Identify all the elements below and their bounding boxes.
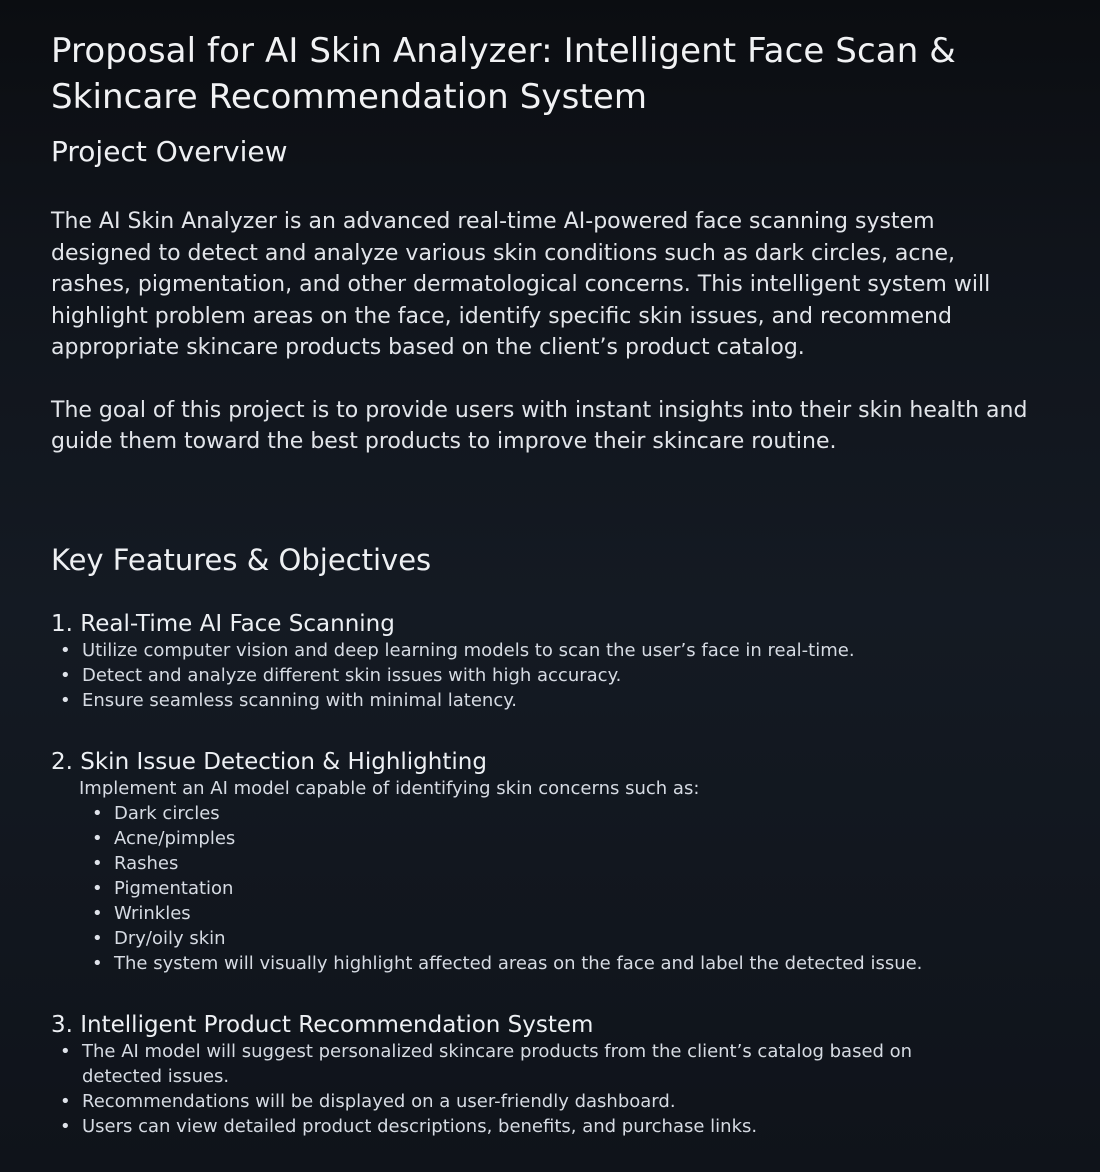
- list-item: • The AI model will suggest personalized skincare products from the client’s catalog based on detected issues.: [51, 1039, 957, 1089]
- feature-real-time-scanning: [51, 611, 1060, 713]
- list-item: • Detect and analyze different skin issues with high accuracy.: [51, 663, 982, 688]
- list-item: • Users can view detailed product descriptions, benefits, and purchase links.: [51, 1114, 982, 1139]
- skin-concerns-list: [79, 801, 1060, 976]
- feature-bullet-list: [51, 638, 1060, 713]
- feature-detail-block: [51, 776, 1060, 976]
- list-item: • Wrinkles: [79, 901, 1014, 926]
- feature-intro-text: Implement an AI model capable of identifying skin concerns such as:: [79, 777, 700, 799]
- feature-title: 3. Intelligent Product Recommendation System: [51, 1011, 594, 1038]
- list-item: • Dry/oily skin: [79, 926, 1014, 951]
- document-title: Proposal for AI Skin Analyzer: Intelligent Face Scan & Skincare Recommendation System: [51, 31, 956, 117]
- list-item: • Dark circles: [79, 801, 1014, 826]
- goal-paragraph: The goal of this project is to provide users with instant insights into their skin health and guide them toward the best products to improve their skincare routine.: [51, 397, 1028, 454]
- list-item: • Recommendations will be displayed on a user-friendly dashboard.: [51, 1089, 982, 1114]
- list-item: • Utilize computer vision and deep learning models to scan the user’s face in real-time.: [51, 638, 982, 663]
- feature-title: 2. Skin Issue Detection & Highlighting: [51, 748, 487, 775]
- list-item: • Acne/pimples: [79, 826, 1014, 851]
- list-item: • Rashes: [79, 851, 1014, 876]
- list-item: • Ensure seamless scanning with minimal latency.: [51, 688, 982, 713]
- project-overview-heading: Project Overview: [51, 135, 288, 168]
- list-item: • Pigmentation: [79, 876, 1014, 901]
- feature-skin-issue-detection: [51, 749, 1060, 976]
- key-features-heading: Key Features & Objectives: [51, 542, 432, 577]
- feature-bullet-list: [51, 1039, 1060, 1139]
- list-item: • The system will visually highlight affected areas on the face and label the detected issue.: [79, 951, 1014, 976]
- overview-paragraph: The AI Skin Analyzer is an advanced real-time AI-powered face scanning system designed to detect and analyze various skin conditions such as dark circles, acne, rashes, pigmentation, and other dermatological concerns. This intelligent system will highlight problem areas on the face, identify specific skin issues, and recommend appropriate skincare products based on the client’s product catalog.: [51, 209, 991, 360]
- feature-title: 1. Real-Time AI Face Scanning: [51, 610, 395, 637]
- feature-product-recommendation: [51, 1012, 1060, 1139]
